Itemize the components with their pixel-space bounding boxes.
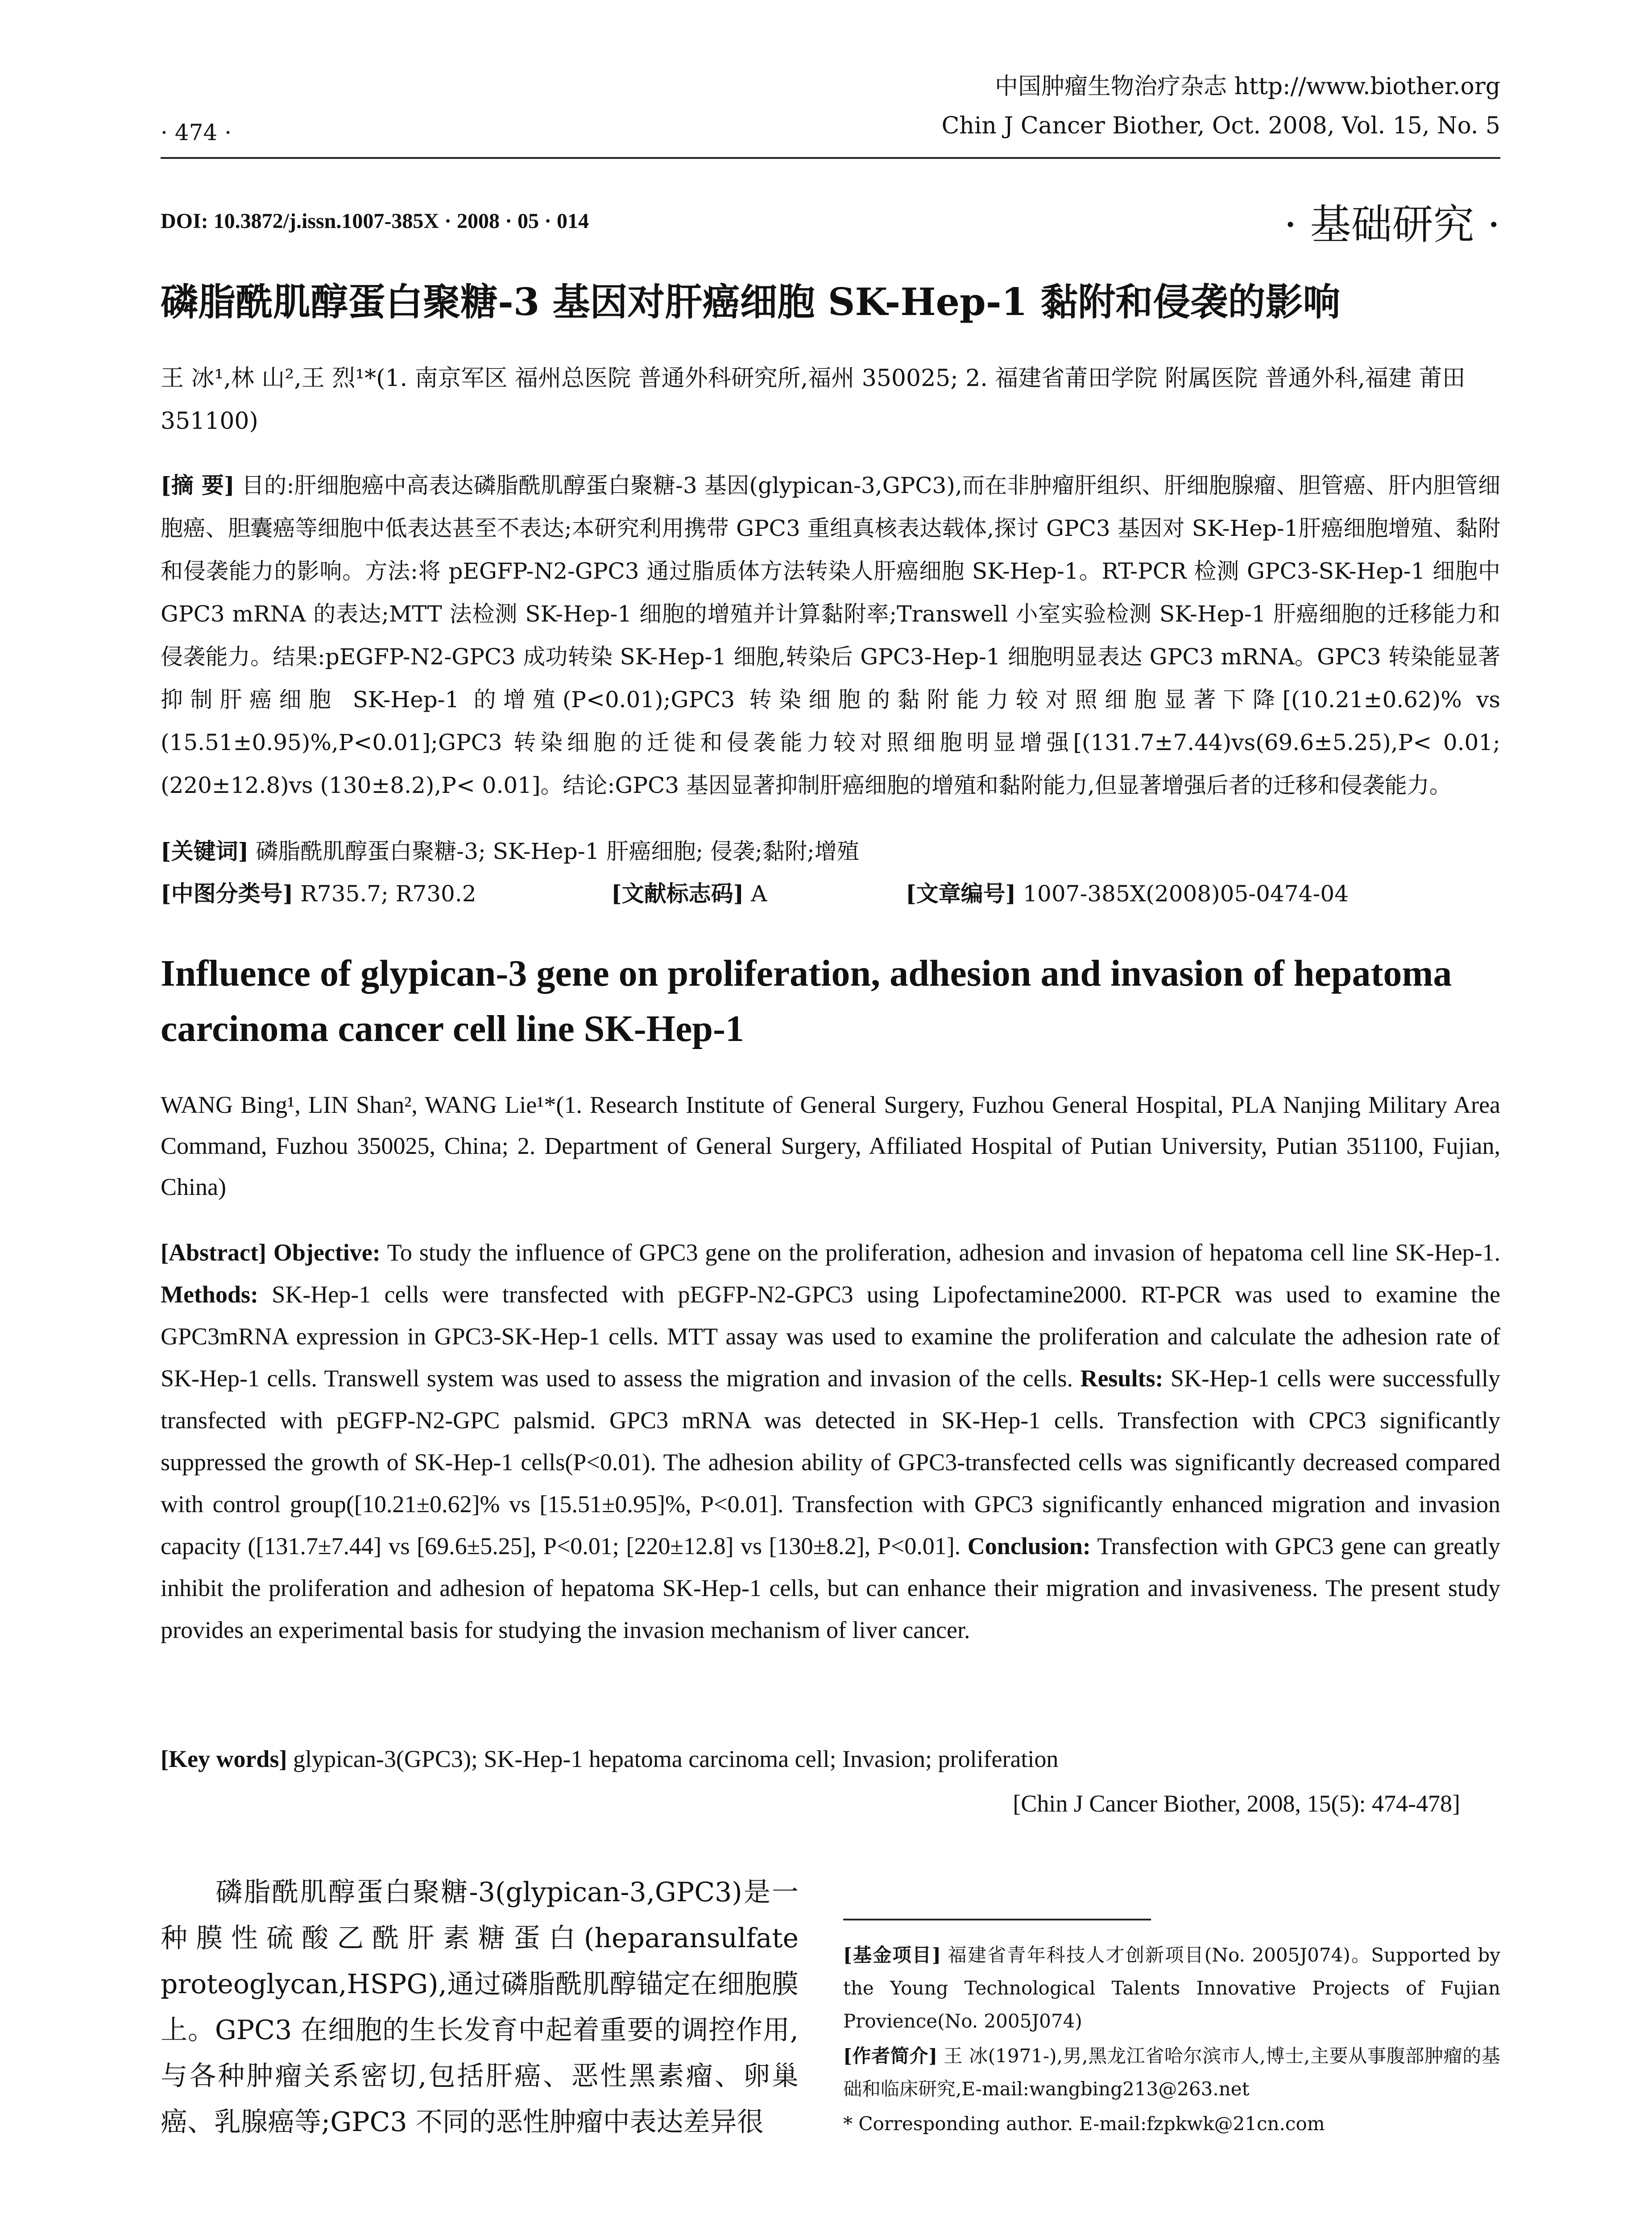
fund-footnote: [843, 1939, 1500, 2038]
author-bio-label: [作者简介]: [843, 2045, 938, 2067]
doc-code-value: A: [751, 881, 767, 907]
results-en: SK-Hep-1 cells were successfully transfected with pEGFP-N2-GPC palsmid. GPC3 mRNA was detected in SK-Hep-1 cells. Transfection with CPC3 significantly suppressed the growth of SK-Hep-1 cells(P<0.01). The adhesion ability of GPC3-transfected cells was significantly decreased compared with control group([10.21±0.62]% vs [15.51±0.95]%, P<0.01]. Transfection with GPC3 significantly enhanced migration and invasion capacity ([131.7±7.44] vs [69.6±5.25], P<0.01; [220±12.8] vs [130±8.2], P<0.01].: [161, 1365, 1501, 1559]
abstract-en-label: [Abstract]: [161, 1239, 266, 1266]
conclusion-cn-label: 结论:: [563, 772, 615, 798]
results-cn: pEGFP-N2-GPC3 成功转染 SK-Hep-1 细胞,转染后 GPC3-Hep-1 细胞明显表达 GPC3 mRNA。GPC3 转染能显著抑制肝癌细胞 SK-Hep-1 的增殖(P<0.01);GPC3 转染细胞的黏附能力较对照细胞显著下降[(10.21±0.62)% vs (15.51±0.95)%,P<0.01];GPC3 转染细胞的迁徙和侵袭能力较对照细胞明显增强[(131.7±7.44)vs(69.6±5.25),P< 0.01;(220±12.8)vs (130±8.2),P< 0.01]。: [161, 644, 1500, 798]
footnote-divider: [843, 1919, 1151, 1920]
objective-cn: 肝细胞癌中高表达磷脂酰肌醇蛋白聚糖-3 基因(glypican-3,GPC3),而在非肿瘤肝组织、肝细胞腺瘤、胆管癌、肝内胆管细胞癌、胆囊癌等细胞中低表达甚至不表达;本研究利用携带 GPC3 重组真核表达载体,探讨 GPC3 基因对 SK-Hep-1肝癌细胞增殖、黏附和侵袭能力的影响。: [161, 473, 1500, 584]
body-text-column: [161, 1870, 799, 2145]
keywords-en: [161, 1738, 1500, 1780]
conclusion-en-label: Conclusion:: [967, 1533, 1091, 1559]
citation: [Chin J Cancer Biother, 2008, 15(5): 474-478]: [1013, 1790, 1460, 1817]
footnotes: [843, 1939, 1500, 2142]
title-en: Influence of glypican-3 gene on proliferation, adhesion and invasion of hepatoma carcinoma cancer cell line SK-Hep-1: [161, 953, 1452, 1049]
abstract-cn-label: [摘 要]: [161, 472, 235, 498]
methods-en: SK-Hep-1 cells were transfected with pEGFP-N2-GPC3 using Lipofectamine2000. RT-PCR was used to examine the GPC3mRNA expression in GPC3-SK-Hep-1 cells. MTT assay was used to examine the proliferation and calculate the adhesion rate of SK-Hep-1 cells. Transwell system was used to assess the migration and invasion of the cells.: [161, 1281, 1501, 1392]
objective-en-label: Objective:: [273, 1239, 381, 1266]
journal-header: [941, 67, 1500, 145]
article-id-group: [906, 872, 1349, 915]
article-id-value: 1007-385X(2008)05-0474-04: [1023, 881, 1349, 907]
section-tag: · 基础研究 ·: [1284, 201, 1500, 249]
authors-cn: 王 冰¹,林 山²,王 烈¹*(1. 南京军区 福州总医院 普通外科研究所,福州 350025; 2. 福建省莆田学院 附属医院 普通外科,福建 莆田 351100): [161, 365, 1466, 435]
doc-code-group: [611, 872, 767, 915]
conclusion-cn: GPC3 基因显著抑制肝癌细胞的增殖和黏附能力,但显著增强后者的迁移和侵袭能力。: [615, 772, 1452, 798]
body-paragraph: 磷脂酰肌醇蛋白聚糖-3(glypican-3,GPC3)是一种膜性硫酸乙酰肝素糖蛋白(heparansulfate proteoglycan,HSPG),通过磷脂酰肌醇锚定在细胞膜上。GPC3 在细胞的生长发育中起着重要的调控作用,与各种肿瘤关系密切,包括肝癌、恶性黑素瘤、卵巢癌、乳腺癌等;GPC3 不同的恶性肿瘤中表达差异很: [161, 1877, 799, 2138]
journal-name-cn: 中国肿瘤生物治疗杂志 http://www.biother.org: [994, 73, 1500, 100]
abstract-en: [161, 1232, 1500, 1651]
doi: DOI: 10.3872/j.issn.1007-385X · 2008 · 05 · 014: [161, 209, 589, 233]
conclusion-en: Transfection with GPC3 gene can greatly inhibit the proliferation and adhesion of hepatoma SK-Hep-1 cells, but can enhance their migration and invasiveness. The present study provides an experimental basis for studying the invasion mechanism of liver cancer.: [161, 1533, 1500, 1643]
clc-value: R735.7; R730.2: [300, 881, 476, 907]
doc-code-label: [文献标志码]: [611, 880, 744, 907]
corresponding-footnote: * Corresponding author. E-mail:fzpkwk@21cn.com: [843, 2113, 1325, 2135]
results-cn-label: 结果:: [273, 644, 325, 670]
journal-issue-info: Chin J Cancer Biother, Oct. 2008, Vol. 15, No. 5: [941, 112, 1500, 139]
results-en-label: Results:: [1080, 1365, 1163, 1392]
clc-group: [161, 872, 476, 915]
objective-en: To study the influence of GPC3 gene on the proliferation, adhesion and invasion of hepatoma cell line SK-Hep-1.: [387, 1239, 1501, 1266]
methods-cn: 将 pEGFP-N2-GPC3 通过脂质体方法转染人肝癌细胞 SK-Hep-1。RT-PCR 检测 GPC3-SK-Hep-1 细胞中 GPC3 mRNA 的表达;MTT 法检测 SK-Hep-1 细胞的增殖并计算黏附率;Transwell 小室实验检测 SK-Hep-1 肝癌细胞的迁移能力和侵袭能力。: [161, 558, 1500, 670]
clc-label: [中图分类号]: [161, 880, 294, 907]
keywords-cn: [161, 830, 1500, 873]
abstract-cn: [161, 464, 1500, 807]
keywords-en-text: glypican-3(GPC3); SK-Hep-1 hepatoma carcinoma cell; Invasion; proliferation: [293, 1746, 1059, 1772]
author-bio-text: 王 冰(1971-),男,黑龙江省哈尔滨市人,博士,主要从事腹部肿瘤的基础和临床研究,E-mail:wangbing213@263.net: [843, 2045, 1500, 2100]
article-id-label: [文章编号]: [906, 880, 1016, 907]
fund-label: [基金项目]: [843, 1944, 941, 1966]
header-divider: [161, 157, 1500, 159]
keywords-cn-text: 磷脂酰肌醇蛋白聚糖-3; SK-Hep-1 肝癌细胞; 侵袭;黏附;增殖: [256, 838, 859, 864]
title-cn: 磷脂酰肌醇蛋白聚糖-3 基因对肝癌细胞 SK-Hep-1 黏附和侵袭的影响: [161, 280, 1341, 324]
methods-cn-label: 方法:: [365, 558, 418, 584]
objective-cn-label: 目的:: [241, 473, 294, 498]
fund-text: 福建省青年科技人才创新项目(No. 2005J074)。Supported by the Young Technological Talents Innovative Projects of Fujian Provience(No. 2005J074): [843, 1944, 1500, 2032]
keywords-en-label: [Key words]: [161, 1746, 287, 1772]
author-footnote: [843, 2040, 1500, 2106]
authors-en: WANG Bing¹, LIN Shan², WANG Lie¹*(1. Research Institute of General Surgery, Fuzhou General Hospital, PLA Nanjing Military Area Command, Fuzhou 350025, China; 2. Department of General Surgery, Affiliated Hospital of Putian University, Putian 351100, Fujian, China): [161, 1091, 1500, 1200]
methods-en-label: Methods:: [161, 1281, 258, 1308]
keywords-cn-label: [关键词]: [161, 838, 249, 864]
page-number: · 474 ·: [161, 120, 232, 145]
